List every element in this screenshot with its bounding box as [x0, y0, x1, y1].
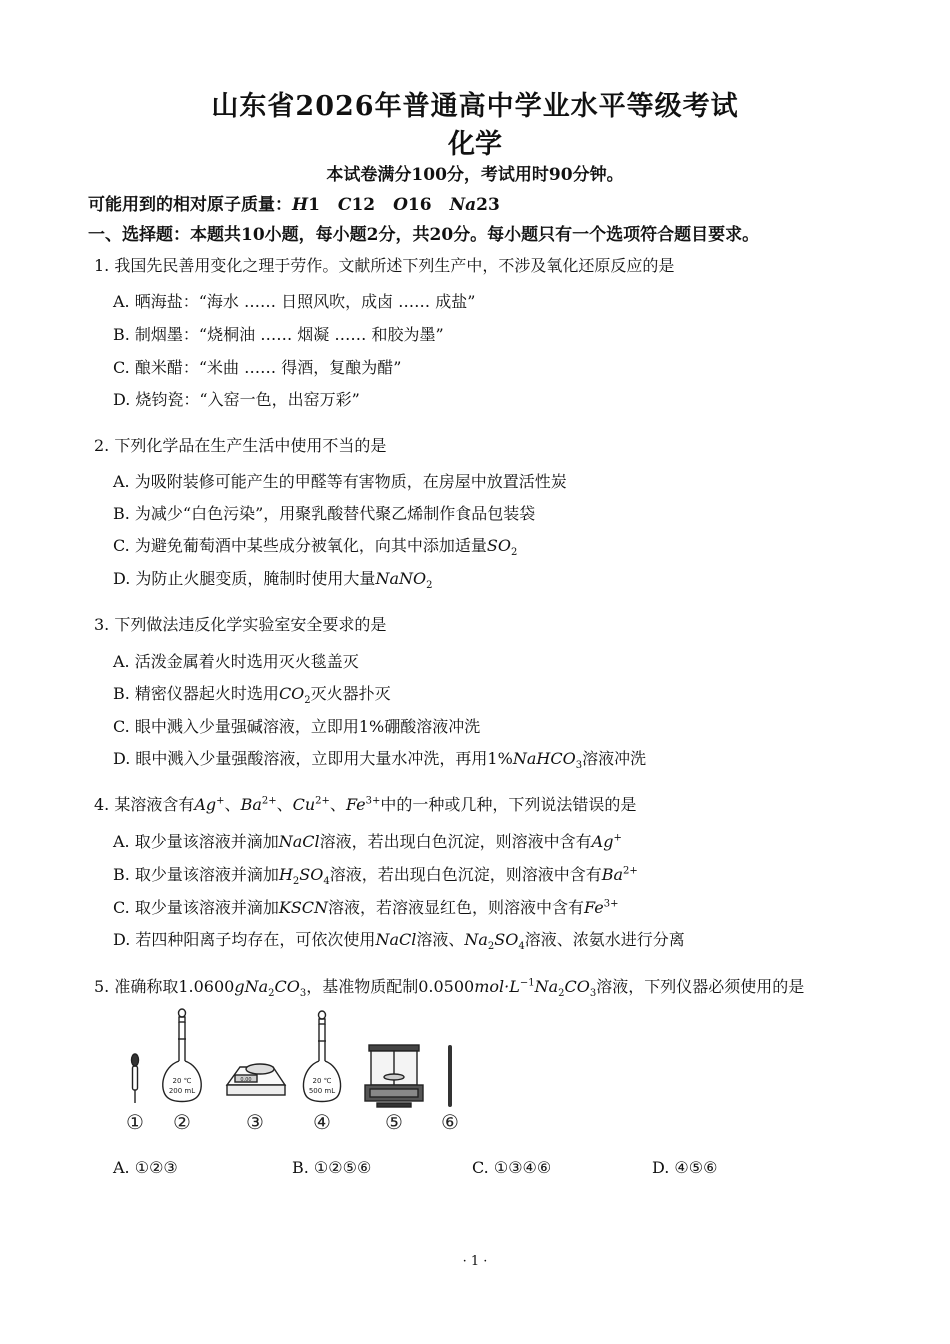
- volumetric-flask-200ml-icon: [163, 1009, 201, 1102]
- section-heading: 一、选择题：本题共10小题，每小题2分，共20分。每小题只有一个选项符合题目要求。: [88, 225, 760, 245]
- dropper-icon: [132, 1054, 139, 1103]
- question-2-option-b: B. 为减少“白色污染”，用聚乳酸替代聚乙烯制作食品包装袋: [113, 504, 536, 523]
- svg-text:500 mL: 500 mL: [308, 1087, 336, 1095]
- svg-text:20 ℃: 20 ℃: [172, 1077, 192, 1085]
- exam-note: 本试卷满分100分，考试用时90分钟。: [326, 165, 624, 185]
- question-3-option-c: C. 眼中溅入少量强碱溶液，立即用1%硼酸溶液冲洗: [113, 717, 481, 736]
- apparatus-label-6: ⑥: [441, 1110, 459, 1134]
- question-4-option-a: A. 取少量该溶液并滴加NaCl溶液，若出现白色沉淀，则溶液中含有Ag+: [113, 832, 622, 851]
- mass-na: Na23: [449, 195, 500, 215]
- volumetric-flask-500ml-icon: [303, 1011, 340, 1102]
- svg-text:20 ℃: 20 ℃: [312, 1077, 332, 1085]
- atomic-masses-label: 可能用到的相对原子质量：: [88, 195, 292, 215]
- question-5-option-c: C. ①③④⑥: [472, 1158, 552, 1177]
- page-number: · 1 ·: [462, 1254, 488, 1269]
- question-5-option-a: A. ①②③: [113, 1158, 178, 1177]
- electronic-balance-icon: [227, 1064, 285, 1095]
- atomic-masses: [88, 190, 518, 215]
- question-4-stem: 4. 某溶液含有Ag+、$Ba^{2+}$、$Cu^{2+}$、$Fe^{3+}$中的一种或几种，下列说法错误的是: [94, 795, 637, 814]
- mass-h: H1: [292, 195, 320, 215]
- question-3-option-d: D. 眼中溅入少量强酸溶液，立即用大量水冲洗，再用1%NaHCO$_3$溶液冲洗: [113, 749, 647, 772]
- question-1-option-a: A. 晒海盐：“海水 …… 日照风吹，成卤 …… 成盐”: [113, 292, 476, 311]
- question-4-option-d: D. 若四种阳离子均存在，可依次使用NaCl溶液、$Na_2SO_4$溶液、浓氨水进行分离: [113, 930, 685, 953]
- question-5-stem: 5. 准确称取$1.0600gNa_2CO_3$，基准物质配制$0.0500mol\cdot L^{-1}Na_2CO_3$溶液，下列仪器必须使用的是: [94, 977, 805, 1000]
- mass-o: O16: [393, 195, 432, 215]
- apparatus-label-1: ①: [126, 1110, 144, 1134]
- svg-text:200 mL: 200 mL: [168, 1087, 196, 1095]
- exam-subject: 化学: [448, 129, 502, 160]
- question-2-option-a: A. 为吸附装修可能产生的甲醛等有害物质，在房屋中放置活性炭: [113, 472, 567, 491]
- exam-title: 山东省2026年普通高中学业水平等级考试: [211, 91, 739, 122]
- question-2-stem: 2. 下列化学品在生产生活中使用不当的是: [94, 436, 387, 455]
- apparatus-figure: [115, 1005, 475, 1140]
- question-1-option-c: C. 酿米醋：“米曲 …… 得酒，复酿为醋”: [113, 358, 402, 377]
- apparatus-label-5: ⑤: [385, 1110, 403, 1134]
- question-4-option-c: C. 取少量该溶液并滴加KSCN溶液，若溶液显红色，则溶液中含有$Fe^{3+}$: [113, 898, 619, 917]
- question-3-option-a: A. 活泼金属着火时选用灭火毯盖灭: [113, 652, 359, 671]
- question-1-option-d: D. 烧钧瓷：“入窑一色，出窑万彩”: [113, 390, 360, 409]
- mass-c: C12: [337, 195, 376, 215]
- apparatus-label-4: ④: [313, 1110, 331, 1134]
- apparatus-label-2: ②: [173, 1110, 191, 1134]
- svg-text:0.00: 0.00: [240, 1077, 252, 1083]
- question-1-option-b: B. 制烟墨：“烧桐油 …… 烟凝 …… 和胶为墨”: [113, 325, 444, 344]
- question-1-stem: 1. 我国先民善用变化之理于劳作。文献所述下列生产中，不涉及氧化还原反应的是: [94, 256, 675, 275]
- question-5-option-d: D. ④⑤⑥: [652, 1158, 718, 1177]
- question-2-option-d: D. 为防止火腿变质，腌制时使用大量NaNO$_2$: [113, 569, 433, 592]
- apparatus-label-3: ③: [246, 1110, 264, 1134]
- question-3-option-b: B. 精密仪器起火时选用$CO_2$灭火器扑灭: [113, 684, 391, 707]
- question-5-option-b: B. ①②⑤⑥: [292, 1158, 372, 1177]
- glass-rod-icon: [448, 1045, 452, 1107]
- question-2-option-c: C. 为避免葡萄酒中某些成分被氧化，向其中添加适量$SO_2$: [113, 536, 518, 559]
- question-3-stem: 3. 下列做法违反化学实验室安全要求的是: [94, 615, 387, 634]
- question-4-option-b: B. 取少量该溶液并滴加$H_2SO_4$溶液，若出现白色沉淀，则溶液中含有$Ba^{2+}$: [113, 865, 638, 888]
- analytical-balance-icon: [365, 1045, 423, 1107]
